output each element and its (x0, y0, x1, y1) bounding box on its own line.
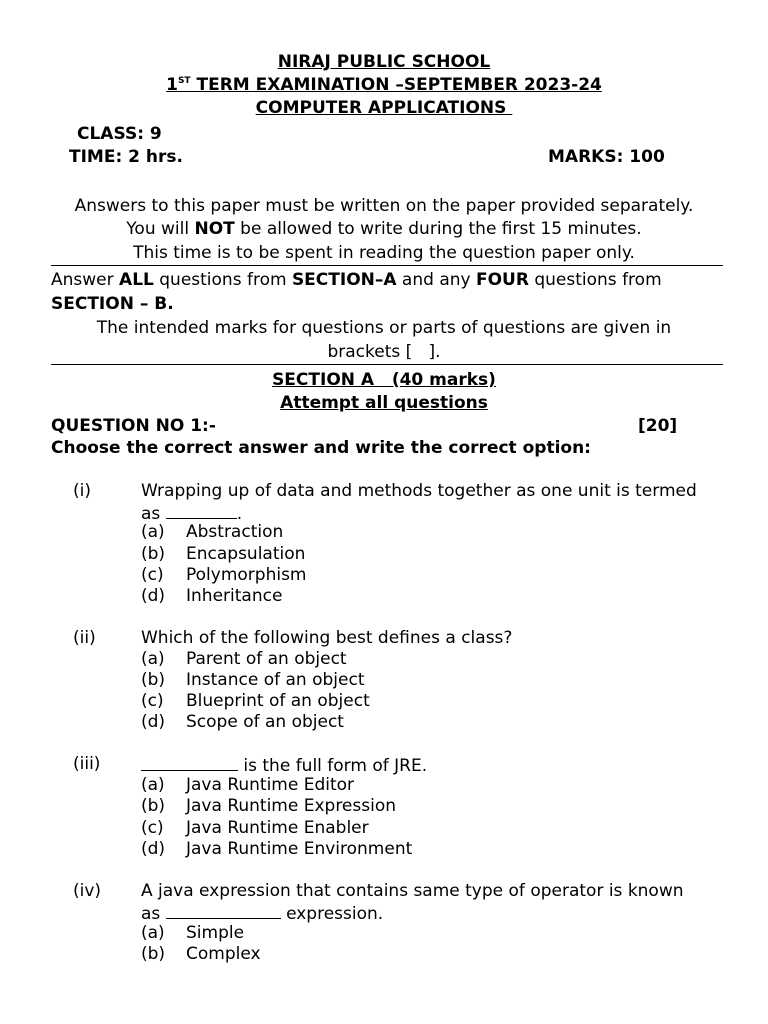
item-question: Wrapping up of data and methods together as one unit is termed (141, 481, 697, 501)
question-marks: [20] (638, 416, 678, 436)
option-text: Parent of an object (186, 649, 347, 669)
instruction-line-3: This time is to be spent in reading the question paper only. (133, 243, 635, 263)
school-name: NIRAJ PUBLIC SCHOOL (277, 52, 491, 72)
option-letter: (b) (141, 944, 166, 964)
answer-instruction: Answer ALL questions from SECTION–A and any FOUR questions from (51, 270, 662, 290)
option-letter: (c) (141, 818, 164, 838)
question-label: QUESTION NO 1:- (51, 416, 216, 436)
section-title: SECTION A (40 marks) (272, 370, 496, 390)
option-text: Complex (186, 944, 261, 964)
section-b-note: SECTION – B. (51, 294, 174, 314)
section-subtitle: Attempt all questions (280, 393, 488, 413)
subject-title: COMPUTER APPLICATIONS (255, 98, 513, 118)
option-text: Simple (186, 923, 245, 943)
answer-blank (166, 501, 237, 519)
item-question: is the full form of JRE. (141, 753, 427, 778)
option-letter: (d) (141, 712, 166, 732)
class-label: CLASS: 9 (77, 124, 162, 144)
option-letter: (b) (141, 670, 166, 690)
marks-note-line-2: brackets [ ]. (327, 342, 441, 362)
item-question: Which of the following best defines a class? (141, 628, 513, 648)
option-letter: (b) (141, 544, 166, 564)
option-text: Blueprint of an object (186, 691, 370, 711)
option-letter: (d) (141, 839, 166, 859)
question-instruction: Choose the correct answer and write the correct option: (51, 438, 591, 458)
item-question: A java expression that contains same type of operator is known (141, 881, 684, 901)
answer-blank (166, 901, 281, 919)
marks-note-line-1: The intended marks for questions or parts of questions are given in (96, 318, 672, 338)
option-letter: (b) (141, 796, 166, 816)
option-letter: (a) (141, 522, 165, 542)
item-question-cont: as expression. (141, 901, 383, 926)
option-text: Polymorphism (186, 565, 307, 585)
option-letter: (a) (141, 649, 165, 669)
instruction-line-1: Answers to this paper must be written on the paper provided separately. (74, 196, 694, 216)
option-text: Abstraction (186, 522, 284, 542)
item-number: (ii) (73, 628, 96, 648)
option-text: Scope of an object (186, 712, 344, 732)
exam-term-title: 1ST TERM EXAMINATION –SEPTEMBER 2023-24 (166, 75, 602, 95)
option-text: Java Runtime Editor (186, 775, 355, 795)
divider-top (51, 265, 723, 266)
option-text: Java Runtime Enabler (186, 818, 369, 838)
item-number: (iv) (73, 881, 102, 901)
option-text: Java Runtime Environment (186, 839, 413, 859)
option-text: Java Runtime Expression (186, 796, 397, 816)
option-text: Encapsulation (186, 544, 306, 564)
answer-blank (141, 753, 238, 771)
time-label: TIME: 2 hrs. (69, 147, 183, 167)
option-letter: (d) (141, 586, 166, 606)
item-number: (i) (73, 481, 91, 501)
option-letter: (a) (141, 775, 165, 795)
item-question-cont: as . (141, 501, 242, 526)
option-letter: (c) (141, 691, 164, 711)
option-letter: (a) (141, 923, 165, 943)
option-text: Instance of an object (186, 670, 365, 690)
marks-label: MARKS: 100 (548, 147, 665, 167)
instruction-line-2: You will NOT be allowed to write during the first 15 minutes. (126, 219, 642, 239)
option-text: Inheritance (186, 586, 283, 606)
item-number: (iii) (73, 754, 101, 774)
option-letter: (c) (141, 565, 164, 585)
divider-bottom (51, 364, 723, 365)
